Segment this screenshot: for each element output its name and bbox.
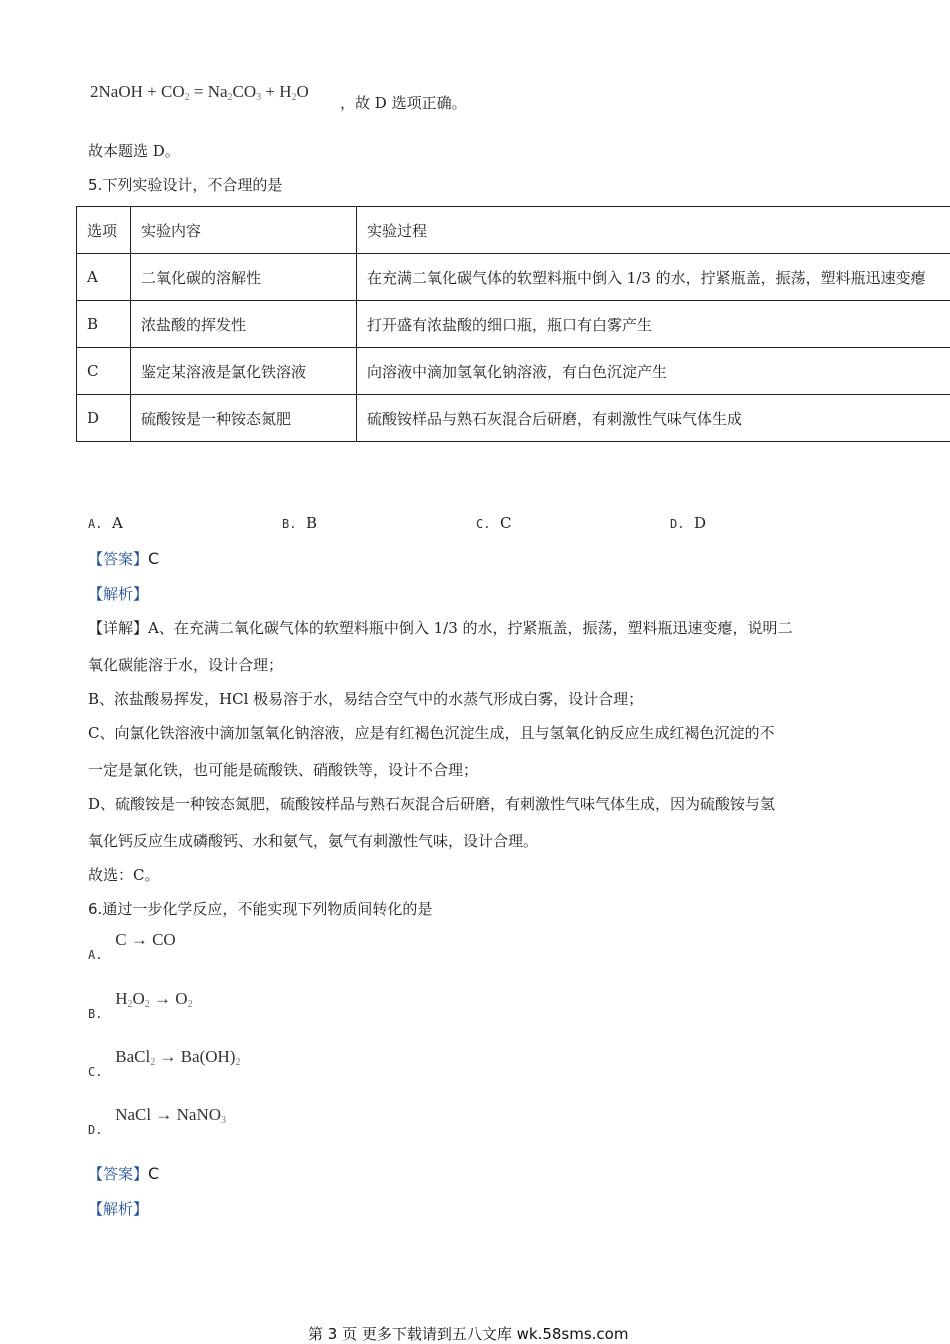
table-header-cell: 实验内容 (131, 207, 357, 254)
q6-option-c: $_{C.}$ BaCl$_2$ → $Ba(OH)_2$ (88, 1047, 241, 1079)
q5-detail-line: 【详解】A、在充满二氧化碳气体的软塑料瓶中倒入 1/3 的水，拧紧瓶盖，振荡，塑料瓶迅速变瘪，说明二 (88, 619, 793, 637)
table-cell: 二氧化碳的溶解性 (131, 254, 357, 301)
table-row (77, 254, 950, 301)
q6-option-b: $_{B.}$ $H_2O_2 \to O_2$ (88, 989, 193, 1021)
page-footer: 第 3 页 更多下载请到五八文库 wk.58sms.com (308, 1325, 629, 1343)
table-cell: 硫酸铵样品与熟石灰混合后研磨，有刺激性气味气体生成 (357, 395, 950, 442)
table-cell: 向溶液中滴加氢氧化钠溶液，有白色沉淀产生 (357, 348, 950, 395)
q5-option-d: D. D (670, 514, 707, 532)
table-cell: D (77, 395, 131, 442)
q5-answer: 【答案】C (88, 549, 160, 568)
q6-answer: 【答案】C (88, 1164, 160, 1183)
question-6-stem: 6.通过一步化学反应，不能实现下列物质间转化的是 (88, 900, 433, 918)
table-row (77, 348, 950, 395)
table-cell: 硫酸铵是一种铵态氮肥 (131, 395, 357, 442)
table-row (77, 395, 950, 442)
table-cell: 鉴定某溶液是氯化铁溶液 (131, 348, 357, 395)
q5-detail-line: 氧化钙反应生成磷酸钙、水和氨气，氨气有刺激性气味，设计合理。 (88, 832, 539, 850)
table-header-cell: 选项 (77, 207, 131, 254)
prev-conclusion: 故本题选 D。 (88, 142, 180, 160)
table-cell: B (77, 301, 131, 348)
equation-suffix: ，故 D 选项正确。 (340, 94, 467, 112)
q5-option-a: A. A (88, 514, 123, 532)
q6-analysis-label: 【解析】 (88, 1200, 149, 1218)
table-cell: 打开盛有浓盐酸的细口瓶，瓶口有白雾产生 (357, 301, 950, 348)
q5-option-b: B. B (282, 514, 318, 532)
equation-naoh-co2: 2NaOH + $CO_2 = Na_2CO_3 + H_2O$ (90, 82, 309, 103)
table-cell: 在充满二氧化碳气体的软塑料瓶中倒入 1/3 的水，拧紧瓶盖，振荡，塑料瓶迅速变瘪 (357, 254, 950, 301)
q5-detail-line: B、浓盐酸易挥发，HCl 极易溶于水，易结合空气中的水蒸气形成白雾，设计合理； (88, 690, 644, 708)
table-cell: A (77, 254, 131, 301)
q5-detail-line: 一定是氯化铁，也可能是硫酸铁、硝酸铁等，设计不合理； (88, 761, 479, 779)
q6-option-d: $_{D.}$ NaCl → NaNO$_3$ (88, 1105, 226, 1137)
table-header-cell: 实验过程 (357, 207, 950, 254)
table-header-row (77, 207, 950, 254)
q5-option-c: C. C (476, 514, 512, 532)
table-cell: C (77, 348, 131, 395)
q5-conclusion: 故选：C。 (88, 866, 160, 884)
question-5-stem: 5.下列实验设计，不合理的是 (88, 176, 283, 194)
table-cell: 浓盐酸的挥发性 (131, 301, 357, 348)
q5-analysis-label: 【解析】 (88, 585, 149, 603)
q6-option-a: $_{A.}$ C → CO (88, 930, 176, 962)
q5-detail-line: D、硫酸铵是一种铵态氮肥，硫酸铵样品与熟石灰混合后研磨，有刺激性气味气体生成，因为硫酸铵与氢 (88, 795, 776, 813)
experiment-table (76, 206, 950, 442)
q5-detail-line: 氧化碳能溶于水，设计合理； (88, 656, 284, 674)
q5-detail-line: C、向氯化铁溶液中滴加氢氧化钠溶液，应是有红褐色沉淀生成，且与氢氧化钠反应生成红褐色沉淀的不 (88, 724, 775, 742)
table-row (77, 301, 950, 348)
